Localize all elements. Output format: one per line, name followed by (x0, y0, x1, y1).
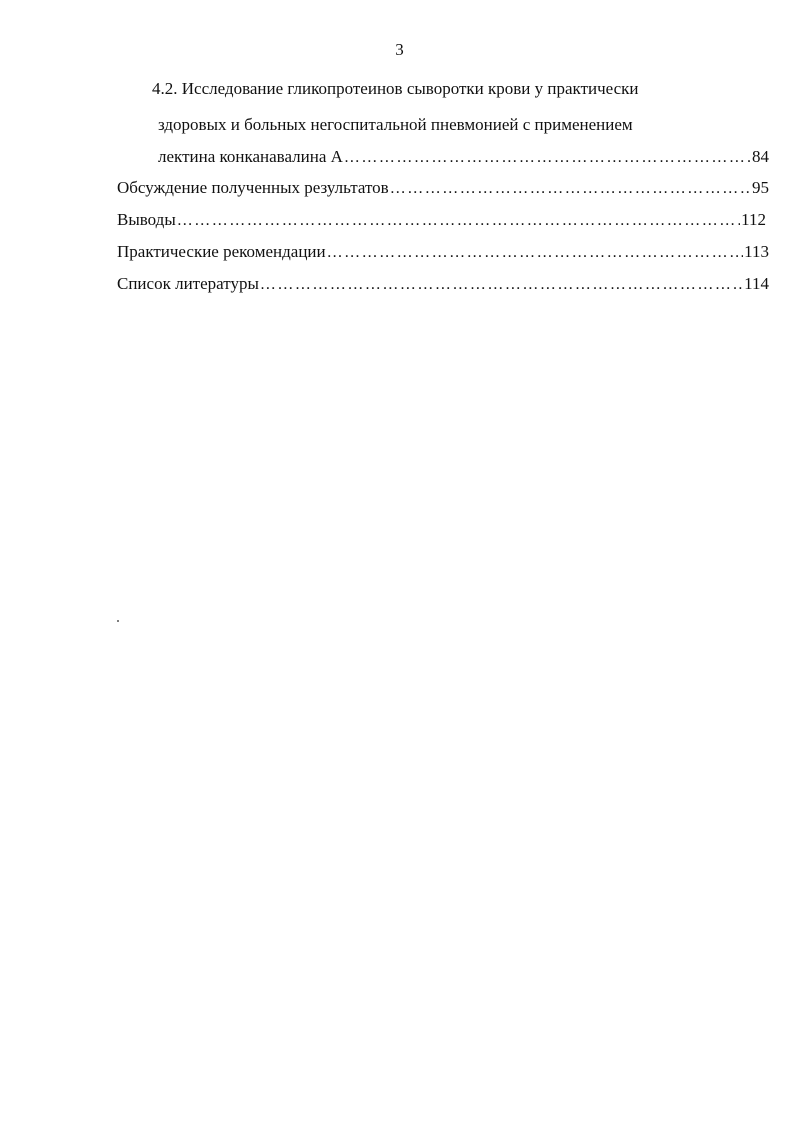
toc-entry-discussion[interactable] (117, 178, 769, 199)
toc-entry-4-2-line-1: 4.2. Исследование гликопротеинов сыворотки крови у практически (152, 79, 639, 98)
dot-leader (390, 179, 751, 199)
toc-page-number: 113 (744, 242, 769, 261)
dot-leader (344, 148, 751, 168)
dot-leader (327, 243, 744, 263)
toc-page-number: 112 (741, 210, 766, 229)
toc-entry-conclusions[interactable] (117, 210, 766, 231)
toc-page-number: 95 (752, 178, 769, 197)
dot-leader (260, 275, 743, 295)
toc-entry-4-2-line-2: здоровых и больных негоспитальной пневмонией с применением (158, 115, 633, 134)
scan-speck (117, 620, 119, 622)
table-of-contents (0, 0, 799, 400)
dot-leader (177, 211, 740, 231)
page-number: 3 (395, 40, 404, 59)
toc-page-number: 84 (752, 147, 769, 166)
toc-entry-label: Практические рекомендации (117, 242, 326, 261)
toc-page-number: 114 (744, 274, 769, 293)
toc-entry-label: Обсуждение полученных результатов (117, 178, 389, 197)
toc-entry-label: лектина конканавалина А (158, 147, 343, 166)
toc-entry-references[interactable] (117, 274, 769, 295)
toc-entry-label: Выводы (117, 210, 176, 229)
toc-entry-4-2-line-3[interactable] (158, 147, 769, 168)
toc-entry-label: Список литературы (117, 274, 259, 293)
toc-entry-recommendations[interactable] (117, 242, 769, 263)
